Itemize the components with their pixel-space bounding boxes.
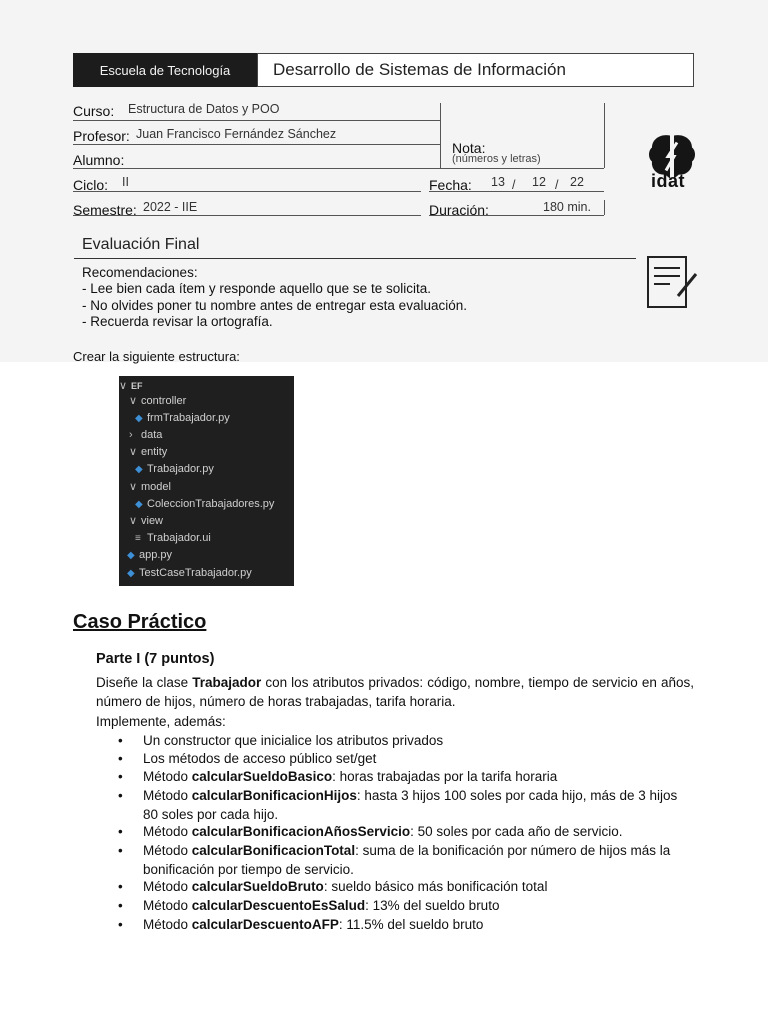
design-paragraph: Diseñe la clase Trabajador con los atributos privados: código, nombre, tiempo de servicio en años, número de hijos, número de horas trabajadas, tarifa horaria. [96,675,694,709]
idat-logo-text: idat [651,171,686,191]
tree-file[interactable] [135,530,211,546]
list-item: Método calcularBonificacionTotal: suma de la bonificación por número de hijos más la bonificación por tiempo de servicio. [143,843,671,877]
profesor-underline [73,144,440,145]
recommendation-item: - No olvides poner tu nombre antes de entregar esta evaluación. [82,298,467,313]
python-file-icon: ◆ [135,413,143,424]
tree-file[interactable] [127,547,172,563]
fecha-sep-1: / [512,178,516,192]
tree-label: entity [141,446,168,458]
tree-label: frmTrabajador.py [147,412,230,424]
evaluation-title: Evaluación Final [82,236,200,253]
document-pen-icon [644,252,700,312]
semestre-label: Semestre: [73,202,137,218]
bullet: • [118,769,123,784]
nota-hint: (números y letras) [452,153,541,165]
profesor-label: Profesor: [73,128,130,144]
list-item: Método calcularSueldoBasico: horas trabajadas por la tarifa horaria [143,769,558,784]
tree-folder[interactable] [129,513,163,529]
tree-file[interactable] [135,461,214,477]
evaluation-divider [74,258,636,259]
alumno-field[interactable] [73,168,440,169]
tree-label: TestCaseTrabajador.py [139,567,252,579]
bullet: • [118,898,123,913]
nota-box-right [604,103,605,168]
semestre-value: 2022 - IIE [143,200,198,214]
alumno-label: Alumno: [73,152,125,168]
tree-label: Trabajador.py [147,463,214,475]
case-title: Caso Práctico [73,611,207,633]
tree-label: EF [131,381,143,391]
profesor-value: Juan Francisco Fernández Sánchez [136,127,337,141]
chevron-down-icon: ∨ [129,481,138,493]
list-item: Método calcularSueldoBruto: sueldo básico más bonificación total [143,879,548,894]
bullet: • [118,733,123,748]
tree-label: data [141,429,163,441]
tree-root[interactable] [119,378,143,394]
nota-field[interactable] [440,168,604,169]
tree-folder[interactable] [129,427,162,443]
program-title: Desarrollo de Sistemas de Información [257,53,694,87]
recommendation-item: - Lee bien cada ítem y responde aquello que se te solicita. [82,281,431,296]
curso-value: Estructura de Datos y POO [128,102,280,116]
chevron-right-icon: › [129,429,133,441]
duracion-label: Duración: [429,202,489,218]
list-item: Método calcularBonificacionHijos: hasta 3 hijos 100 soles por cada hijo, más de 3 hijos 80 soles por cada hijo. [143,788,678,822]
file-explorer [119,376,294,586]
list-item: Método calcularBonificacionAñosServicio: 50 soles por cada año de servicio. [143,824,623,839]
curso-underline [73,120,440,121]
tree-label: model [141,481,171,493]
python-file-icon: ◆ [127,550,135,561]
fecha-underline [429,191,604,192]
tree-label: ColeccionTrabajadores.py [147,498,275,510]
fecha-label: Fecha: [429,177,472,193]
bullet: • [118,824,123,839]
list-item: Método calcularDescuentoEsSalud: 13% del sueldo bruto [143,898,500,913]
tree-file[interactable] [127,565,252,581]
duracion-underline [429,215,604,216]
nota-label: Nota: [452,140,486,156]
tree-file[interactable] [135,410,230,426]
fecha-day: 13 [491,175,505,189]
chevron-down-icon: ∨ [129,395,138,407]
fecha-month: 12 [532,175,546,189]
tree-file[interactable] [135,496,274,512]
fecha-year: 22 [570,175,584,189]
list-item: Un constructor que inicialice los atributos privados [143,733,444,748]
ciclo-underline [73,191,421,192]
intro-text: Crear la siguiente estructura: [73,349,240,364]
bullet: • [118,917,123,932]
implement-text: Implemente, además: [96,714,226,729]
list-item: Los métodos de acceso público set/get [143,751,377,766]
python-file-icon: ◆ [127,568,135,579]
list-item: Método calcularDescuentoAFP: 11.5% del sueldo bruto [143,917,484,932]
recommendation-item: - Recuerda revisar la ortografía. [82,314,273,329]
duracion-tick [604,200,605,215]
bullet: • [118,843,123,858]
fecha-sep-2: / [555,178,559,192]
ciclo-value: II [122,175,129,189]
chevron-down-icon: ∨ [129,446,138,458]
python-file-icon: ◆ [135,499,143,510]
semestre-underline [73,215,421,216]
tree-label: controller [141,395,187,407]
part-title: Parte I (7 puntos) [96,651,215,667]
ui-file-icon: ≡ [135,533,141,544]
tree-folder[interactable] [129,479,171,495]
curso-label: Curso: [73,103,115,119]
bullet: • [118,879,123,894]
chevron-down-icon: ∨ [129,515,138,527]
tree-label: view [141,515,164,527]
bullet: • [118,751,123,766]
ciclo-label: Ciclo: [73,177,109,193]
tree-folder[interactable] [129,444,167,460]
recommendations-title: Recomendaciones: [82,265,198,280]
school-label: Escuela de Tecnología [73,53,257,87]
bullet: • [118,788,123,803]
tree-label: Trabajador.ui [147,532,211,544]
python-file-icon: ◆ [135,464,143,475]
tree-label: app.py [139,549,173,561]
chevron-down-icon: ∨ [119,380,128,392]
nota-box-left [440,103,441,168]
tree-folder[interactable] [129,393,186,409]
duracion-value: 180 min. [543,200,591,214]
